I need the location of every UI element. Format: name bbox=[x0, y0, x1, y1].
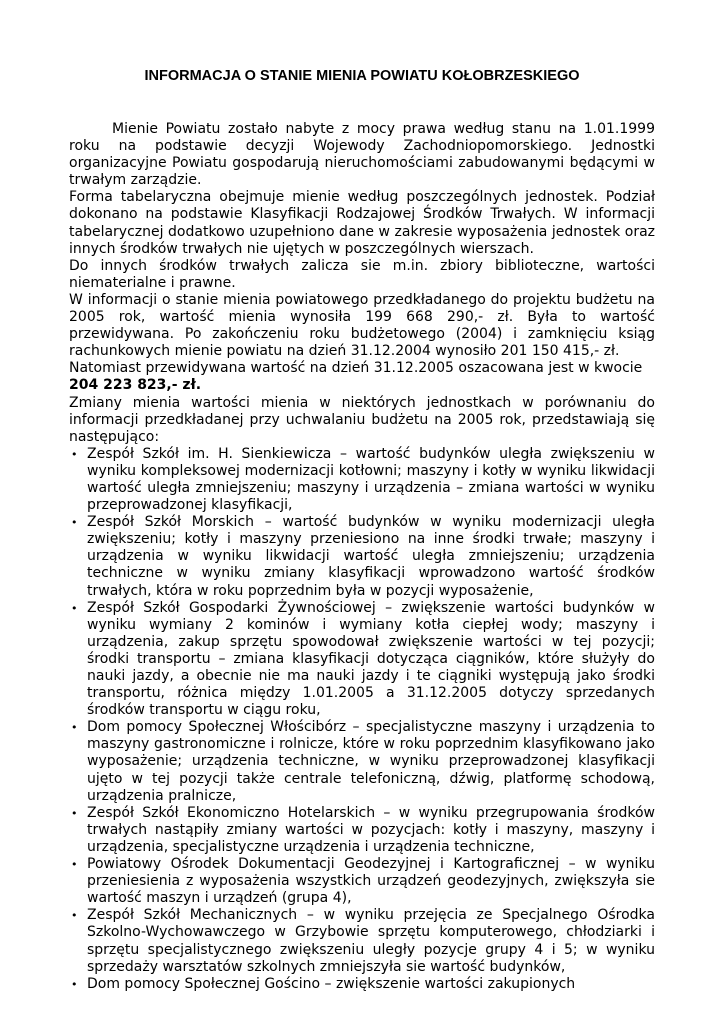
forecast-amount: 204 223 823,- zł. bbox=[69, 377, 202, 394]
list-item bbox=[69, 446, 655, 514]
bullet-icon: • bbox=[71, 601, 78, 615]
list-item bbox=[69, 600, 655, 720]
changes-list bbox=[69, 446, 655, 993]
list-item bbox=[69, 805, 655, 856]
bullet-icon: • bbox=[71, 447, 78, 461]
list-item bbox=[69, 976, 655, 993]
paragraph-table-form: Forma tabelaryczna obejmuje mienie według poszczególnych jednostek. Podział dokonano na podstawie Klasyfikacji Rodzajowej Środków Trwałych. W informacji tabelarycznej dodatkowo uzupełniono dane w zakresie wyposażenia jednostek oraz innych środków trwałych nie ujętych w poszczególnych wierszach. bbox=[69, 189, 655, 257]
list-item-text: Zespół Szkół im. H. Sienkiewicza – wartość budynków uległa zwiększeniu w wyniku kompleksowej modernizacji kotłowni; maszyny i kotły w wyniku likwidacji wartość uległa zmniejszeniu; maszyny i urządzenia – zmiana wartości w wyniku przeprowadzonej klasyfikacji, bbox=[87, 445, 655, 514]
paragraph-forecast bbox=[69, 360, 655, 394]
list-item-text: Dom pomocy Społecznej Gościno – zwiększenie wartości zakupionych bbox=[87, 975, 576, 992]
forecast-text: Natomiast przewidywana wartość na dzień 31.12.2005 oszacowana jest w kwocie bbox=[69, 360, 643, 377]
bullet-icon: • bbox=[71, 806, 78, 820]
list-item-text: Zespół Szkół Mechanicznych – w wyniku przejęcia ze Specjalnego Ośrodka Szkolno-Wychowawczego w Grzybowie sprzętu komputerowego, chłodziarki i sprzętu specjalistycznego zwiększeniu uległy pozycje grupy 4 i 5; w wyniku sprzedaży warsztatów szkolnych zmniejszyła sie wartość budynków, bbox=[87, 907, 655, 975]
list-item bbox=[69, 719, 655, 804]
list-item-text: Zespół Szkół Gospodarki Żywnościowej – zwiększenie wartości budynków w wyniku wymiany 2 kominów i wymiany kotła ciepłej wody; maszyny i urządzenia, zakup sprzętu spowodował zwiększenie wartości w tej pozycji; środki transportu – zmiana klasyfikacji dotycząca ciągników, które służyły do nauki jazdy, a obecnie nie ma nauki jazdy i te ciągniki występują jako środki transportu, różnica między 1.01.2005 a 31.12.2005 dotyczy sprzedanych środków transportu w ciągu roku, bbox=[87, 599, 655, 719]
document-title: INFORMACJA O STANIE MIENIA POWIATU KOŁOBRZESKIEGO bbox=[144, 68, 580, 84]
paragraph-changes-intro: Zmiany mienia wartości mienia w niektórych jednostkach w porównaniu do informacji przedkładanej przy uchwalaniu budżetu na 2005 rok, przedstawiają się następująco: bbox=[69, 394, 655, 445]
paragraph-other-assets: Do innych środków trwałych zalicza sie m.in. zbiory biblioteczne, wartości niematerialne i prawne. bbox=[69, 257, 655, 291]
bullet-icon: • bbox=[71, 977, 78, 991]
paragraph-intro: Mienie Powiatu zostało nabyte z mocy prawa według stanu na 1.01.1999 roku na podstawie decyzji Wojewody Zachodniopomorskiego. Jednostki organizacyjne Powiatu gospodarują nieruchomościami zabudowanymi będącymi w trwałym zarządzie. bbox=[69, 121, 655, 189]
list-item-text: Powiatowy Ośrodek Dokumentacji Geodezyjnej i Kartograficznej – w wyniku przeniesienia z wyposażenia wszystkich urządzeń geodezyjnych, zwiększyła sie wartość maszyn i urządzeń (grupa 4), bbox=[87, 856, 655, 907]
list-item bbox=[69, 514, 655, 599]
list-item-text: Zespół Szkół Morskich – wartość budynków w wyniku modernizacji uległa zwiększeniu; kotły i maszyny przeniesiono na inne środki trwałe; maszyny i urządzenia w wyniku likwidacji wartość uległa zmniejszeniu; urządzenia techniczne w wyniku zmiany klasyfikacji wprowadzono wartość środków trwałych, która w roku poprzednim była w pozycji wyposażenie, bbox=[87, 514, 655, 599]
paragraph-asset-value: W informacji o stanie mienia powiatowego przedkładanego do projektu budżetu na 2005 rok, wartość mienia wynosiła 199 668 290,- zł. Była to wartość przewidywana. Po zakończeniu roku budżetowego (2004) i zamknięciu ksiąg rachunkowych mienie powiatu na dzień 31.12.2004 wynosiło 201 150 415,- zł. bbox=[69, 291, 655, 360]
bullet-icon: • bbox=[71, 516, 78, 530]
bullet-icon: • bbox=[71, 721, 78, 735]
bullet-icon: • bbox=[71, 909, 78, 923]
list-item bbox=[69, 907, 655, 975]
list-item-text: Dom pomocy Społecznej Włościbórz – specjalistyczne maszyny i urządzenia to maszyny gastronomiczne i rolnicze, które w roku poprzednim klasyfikowano jako wyposażenie; urządzenia techniczne, w wyniku przeprowadzonej klasyfikacji ujęto w tej pozycji także centrale telefoniczną, dźwig, platformę schodową, urządzenia pralnicze, bbox=[87, 719, 655, 804]
list-item-text: Zespół Szkół Ekonomiczno Hotelarskich – w wyniku przegrupowania środków trwałych nastąpiły zmiany wartości w pozycjach: kotły i maszyny, maszyny i urządzenia, specjalistyczne urządzenia i urządzenia techniczne, bbox=[87, 804, 655, 855]
list-item bbox=[69, 856, 655, 907]
document-body bbox=[69, 121, 655, 993]
bullet-icon: • bbox=[71, 858, 78, 872]
